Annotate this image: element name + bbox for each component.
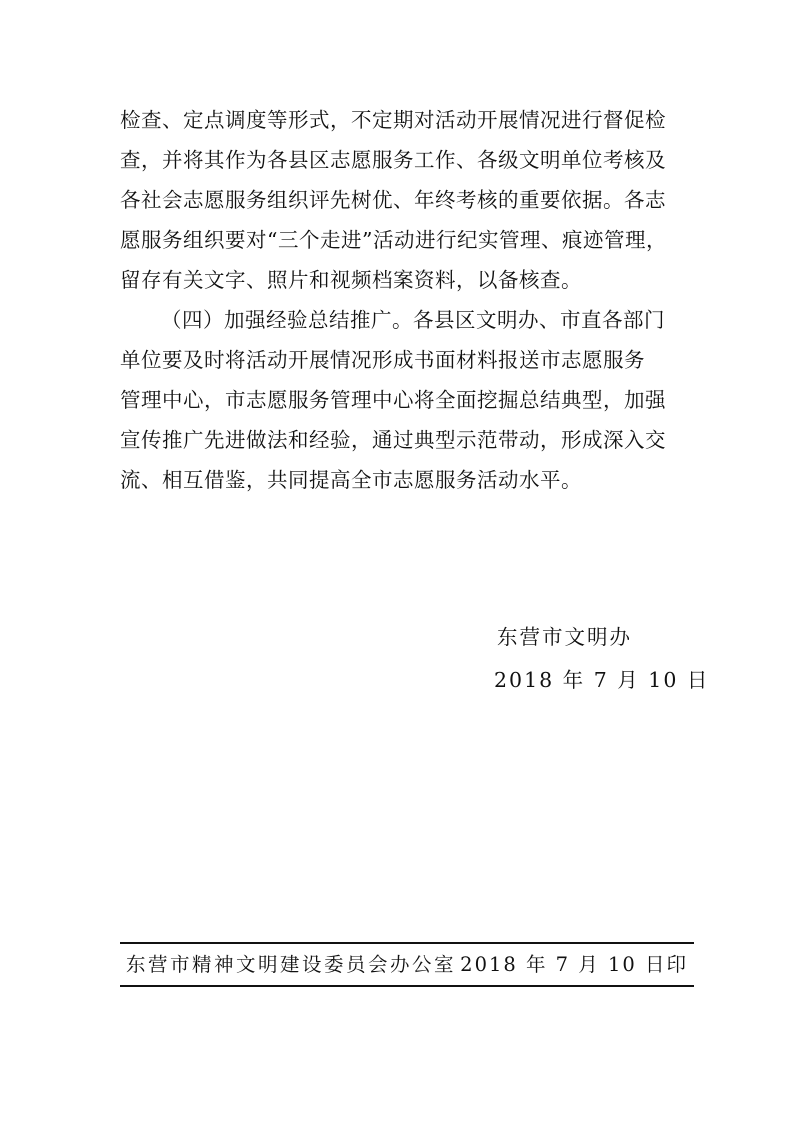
paragraph-line: 查，并将其作为各县区志愿服务工作、各级文明单位考核及 [120, 148, 666, 172]
signature-date: 2018 年 7 月 10 日 [494, 668, 710, 692]
paragraph-line: 宣传推广先进做法和经验，通过典型示范带动，形成深入交 [120, 428, 666, 452]
paragraph-line: 留存有关文字、照片和视频档案资料，以备核查。 [120, 268, 582, 292]
body-text [120, 100, 685, 500]
section-heading-line: （四）加强经验总结推广。各县区文明办、市直各部门 [161, 308, 665, 332]
footer [126, 950, 688, 980]
footer-bottom-rule [120, 985, 694, 987]
paragraph-line: 愿服务组织要对“三个走进”活动进行纪实管理、痕迹管理， [120, 228, 667, 252]
paragraph-line: 流、相互借鉴，共同提高全市志愿服务活动水平。 [120, 468, 582, 492]
paragraph-line: 检查、定点调度等形式，不定期对活动开展情况进行督促检 [120, 108, 666, 132]
paragraph-line: 各社会志愿服务组织评先树优、年终考核的重要依据。各志 [120, 188, 666, 212]
paragraph-line: 单位要及时将活动开展情况形成书面材料报送市志愿服务 [120, 348, 645, 372]
footer-organization: 东营市精神文明建设委员会办公室 [126, 953, 457, 976]
signature-organization: 东营市文明办 [497, 625, 632, 649]
footer-print-date: 2018 年 7 月 10 日印 [460, 953, 688, 976]
footer-top-rule [120, 942, 694, 944]
paragraph-line: 管理中心，市志愿服务管理中心将全面挖掘总结典型，加强 [120, 388, 666, 412]
